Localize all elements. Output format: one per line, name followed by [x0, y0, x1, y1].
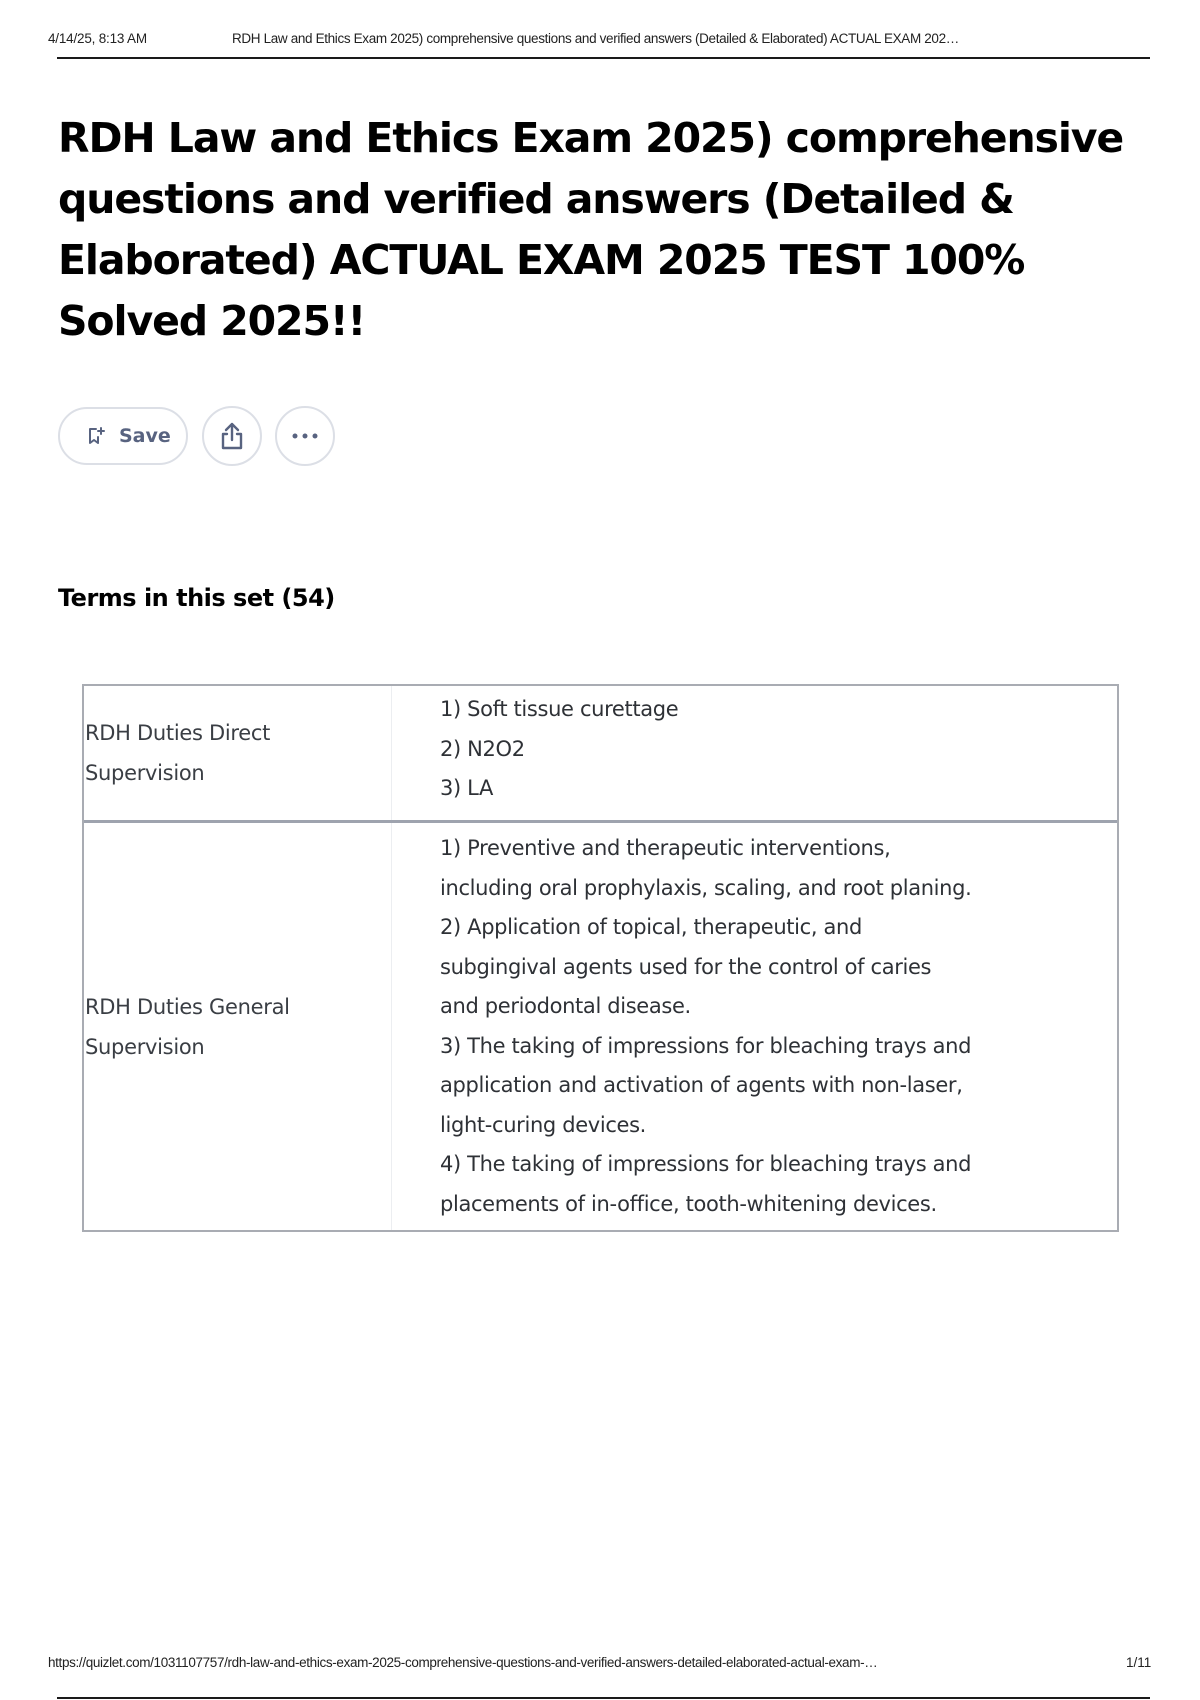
definition-line: 1) Soft tissue curettage: [440, 697, 679, 721]
term-row: [84, 686, 1117, 820]
definition-line: including oral prophylaxis, scaling, and root planing.: [440, 875, 972, 900]
set-actions: [58, 406, 335, 466]
print-header-title: RDH Law and Ethics Exam 2025) comprehensive questions and verified answers (Detailed & Elaborated) ACTUAL EXAM 202…: [232, 31, 959, 46]
term-cell: RDH Duties General Supervision: [84, 823, 392, 1230]
print-footer-url: https://quizlet.com/1031107757/rdh-law-and-ethics-exam-2025-comprehensive-questions-and-verified-answers-detailed-elaborated-actual-exam-…: [48, 1655, 878, 1670]
definition-line: 2) Application of topical, therapeutic, and: [440, 915, 862, 939]
term-row: [84, 820, 1117, 1230]
more-button[interactable]: [275, 406, 335, 466]
definition-line: placements of in-office, tooth-whitening devices.: [440, 1191, 937, 1216]
save-button[interactable]: [58, 407, 188, 465]
share-button[interactable]: [202, 406, 262, 466]
page-title: RDH Law and Ethics Exam 2025) comprehensive questions and verified answers (Detailed & Elaborated) ACTUAL EXAM 2025 TEST 100% Solved 2025!!: [58, 114, 1124, 345]
definition-line: 2) N2O2: [440, 736, 525, 761]
definition-cell: [392, 823, 1117, 1230]
footer-divider: [57, 1697, 1150, 1699]
definition-cell: [392, 686, 1117, 820]
definition-line: and periodontal disease.: [440, 994, 691, 1018]
page-number: 1/11: [1126, 1655, 1152, 1670]
definition-line: 1) Preventive and therapeutic interventions,: [440, 836, 891, 860]
save-label: Save: [119, 425, 171, 447]
definition-line: 3) The taking of impressions for bleaching trays and: [440, 1033, 972, 1058]
definition-line: application and activation of agents with non-laser,: [440, 1073, 963, 1097]
bookmark-plus-icon: [87, 426, 105, 446]
definition-line: 3) LA: [440, 776, 494, 800]
terms-table: [82, 684, 1119, 1232]
share-icon: [218, 421, 246, 451]
terms-heading: Terms in this set (54): [58, 584, 335, 612]
more-horizontal-icon: [292, 433, 318, 439]
definition-line: light-curing devices.: [440, 1112, 647, 1137]
print-date: 4/14/25, 8:13 AM: [48, 31, 147, 46]
print-header: [0, 0, 1200, 60]
definition-line: 4) The taking of impressions for bleaching trays and: [440, 1152, 972, 1176]
term-cell: RDH Duties Direct Supervision: [84, 686, 392, 820]
definition-line: subgingival agents used for the control of caries: [440, 954, 932, 979]
header-divider: [57, 57, 1150, 59]
